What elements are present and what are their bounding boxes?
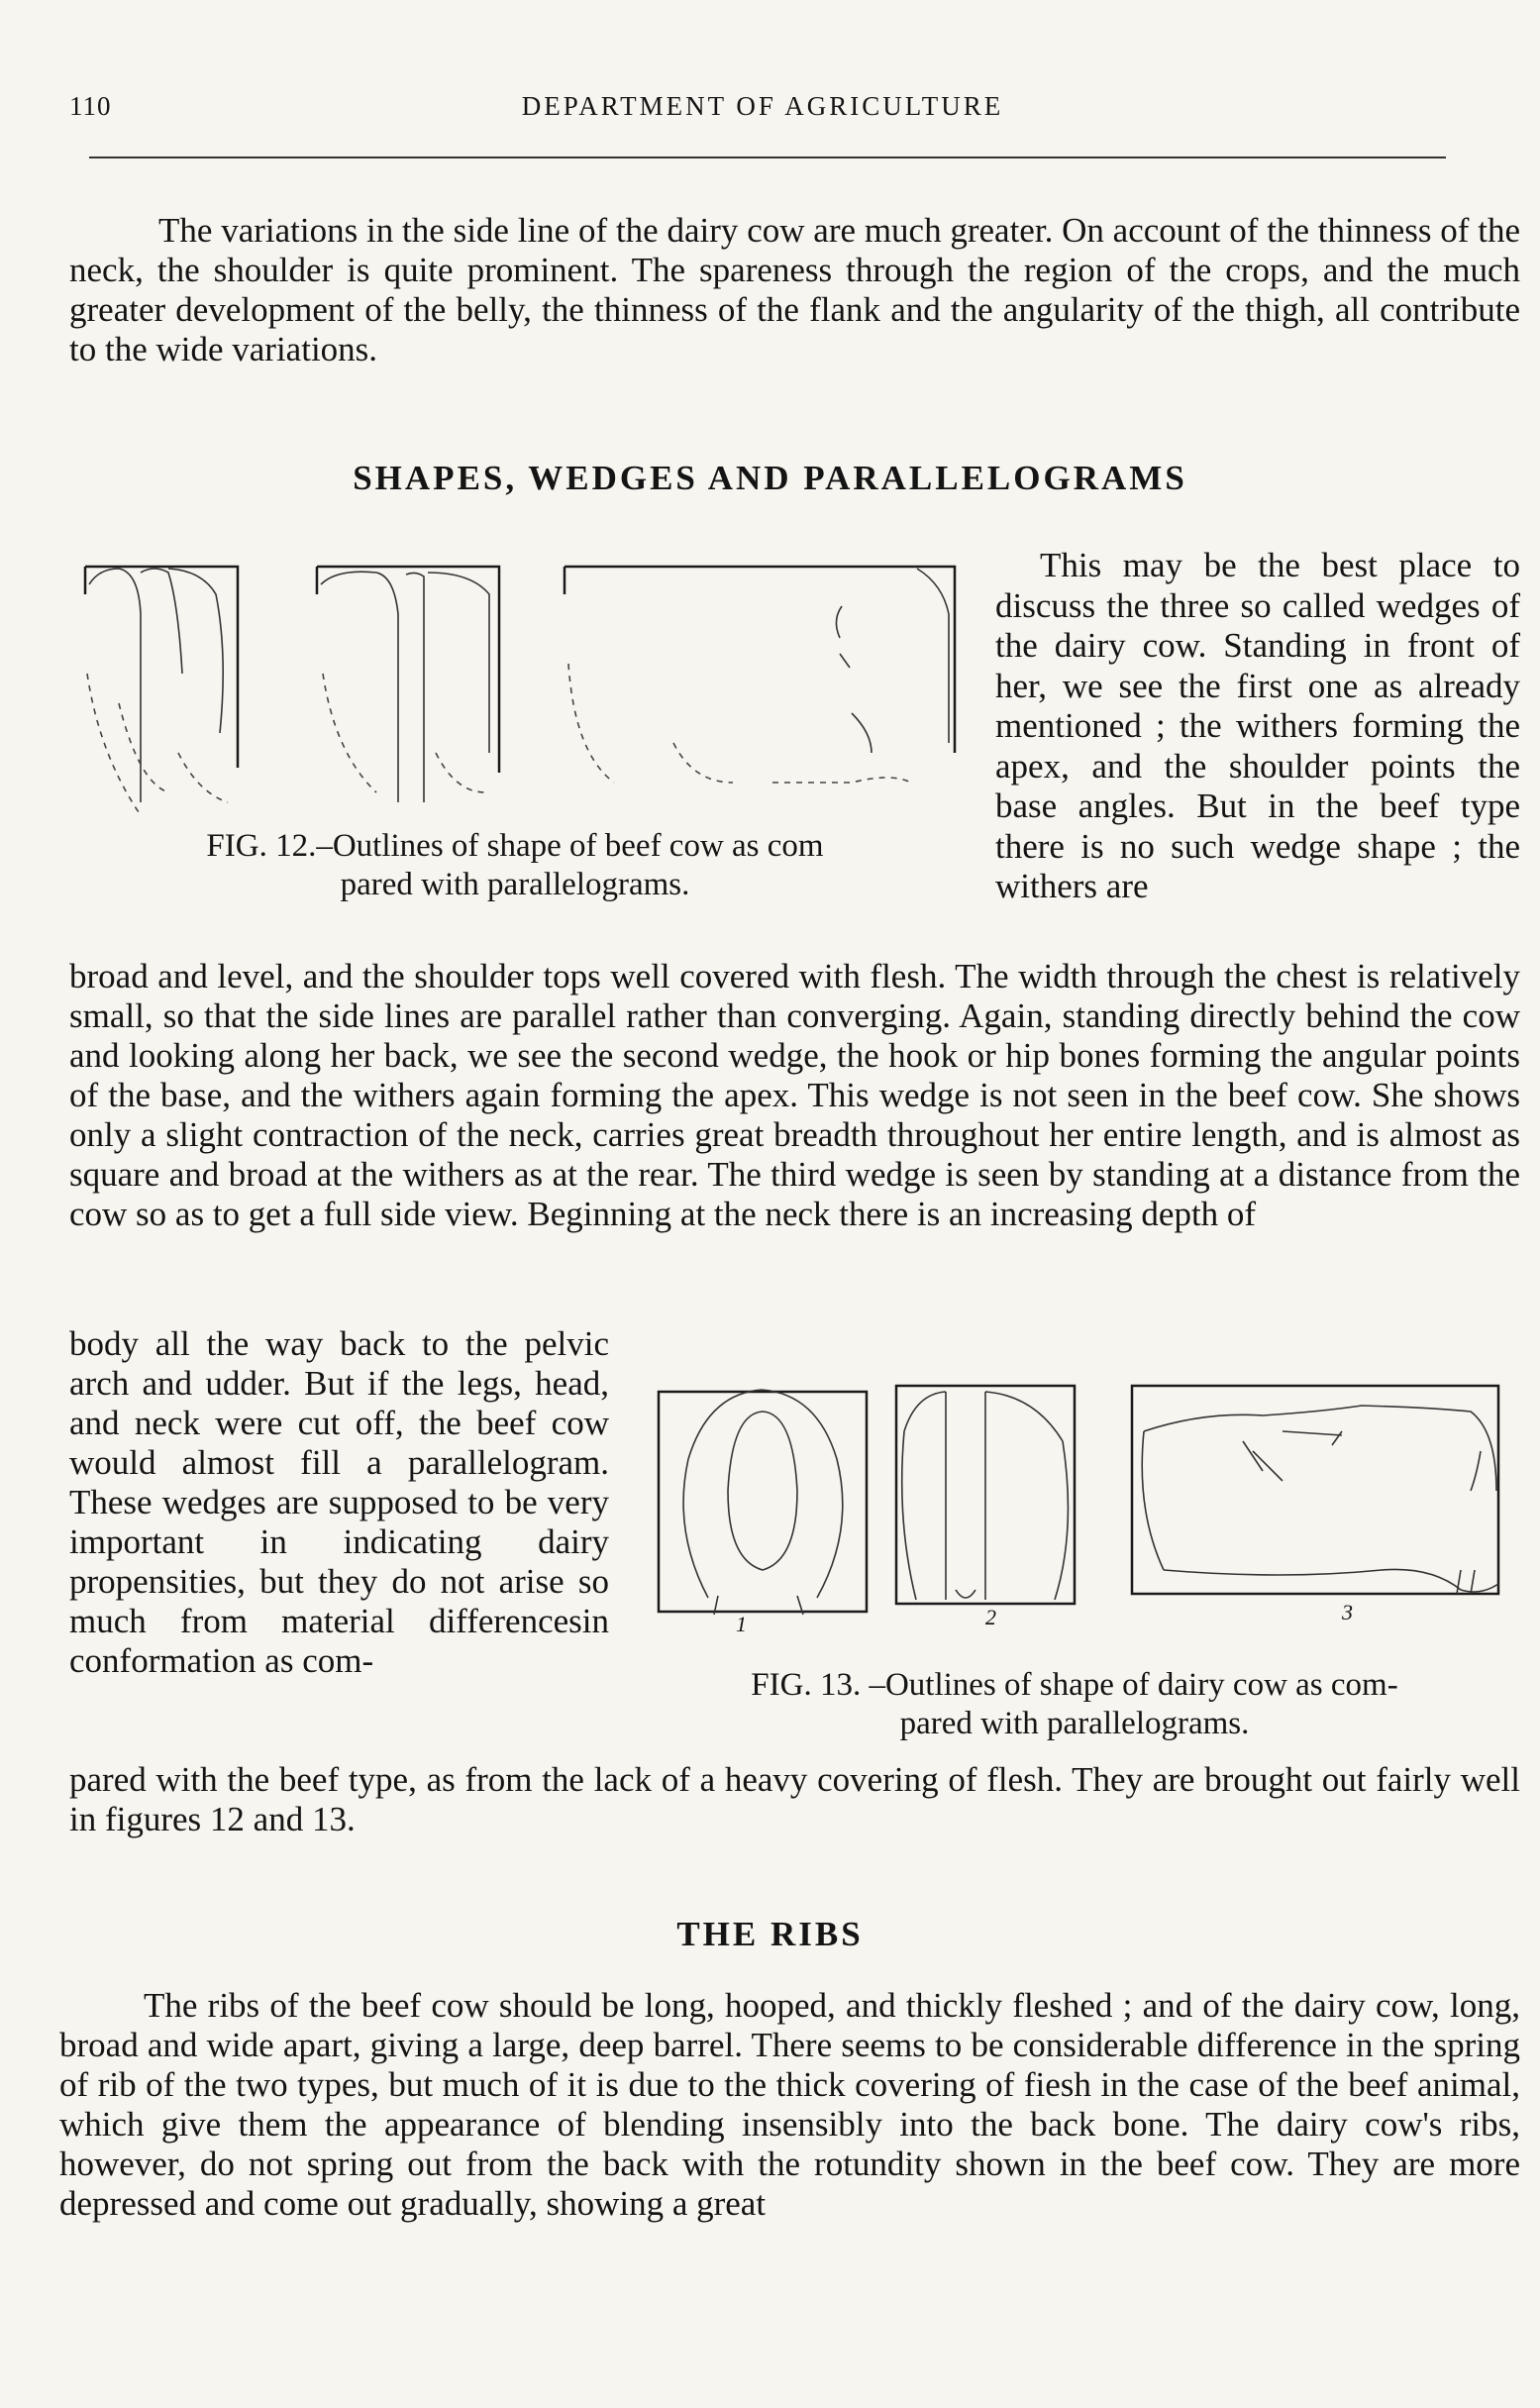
paragraph-wedges-continued: broad and level, and the shoulder tops well covered with flesh. The width through the chest is relatively small, so that the side lines are parallel rather than converging. Again, standing directly behind the cow and looking along her back, we see the second wedge, the hook or hip bones forming the angular points of the base, and the withers again forming the apex. This wedge is not seen in the beef cow. She shows only a slight contraction of the neck, carries great breadth throughout her entire length, and is almost as square and broad at the withers as at the rear. The third wedge is seen by standing at a distance from the cow so as to get a full side view. Beginning at the neck there is an increasing depth of bbox=[69, 957, 1520, 1233]
paragraph-wedges-left-column: body all the way back to the pelvic arch and udder. But if the legs, head, and neck were cut off, the beef cow would almost fill a parallelogram. These wedges are supposed to be very important in indicating dairy propensities, but they do not arise so much from material differencesin conformation as com- bbox=[69, 1324, 609, 1680]
page-header bbox=[69, 91, 1456, 131]
fig12-caption-line2: pared with parallelograms. bbox=[340, 867, 690, 902]
figure-13-caption bbox=[624, 1666, 1525, 1743]
fig12-front-view bbox=[85, 567, 238, 812]
fig13-label-1: 1 bbox=[736, 1612, 747, 1634]
fig13-label-3: 3 bbox=[1342, 1600, 1353, 1624]
header-rule bbox=[89, 157, 1446, 158]
figure-12-beef-cow-outlines bbox=[79, 555, 971, 822]
figure-12-caption bbox=[69, 827, 961, 904]
paragraph-wedges-intro: This may be the best place to discuss the three so called wedges of the dairy cow. Standing in front of her, we see the first one as already mentioned ; the withers forming the apex, and the shoulder points the base angles. But in the beef type there is no such wedge shape ; the withers are bbox=[995, 546, 1520, 905]
paragraph-ribs: The ribs of the beef cow should be long, hooped, and thickly fleshed ; and of the dairy cow, long, broad and wide apart, giving a large, deep barrel. There seems to be considerable difference in the spring of rib of the two types, but much of it is due to the thick covering of fiesh in the case of the beef animal, which give them the appearance of blending insensibly into the back bone. The dairy cow's ribs, however, do not spring out from the back with the rotundity shown in the beef cow. They are more depressed and come out gradually, showing a great bbox=[59, 1986, 1520, 2223]
fig13-side-view bbox=[1132, 1386, 1498, 1624]
page-number: 110 bbox=[69, 91, 112, 121]
fig13-rear-view bbox=[896, 1386, 1075, 1629]
section-heading-ribs: THE RIBS bbox=[676, 1915, 864, 1953]
fig12-caption-line1: FIG. 12.–Outlines of shape of beef cow as com bbox=[206, 828, 824, 864]
fig13-label-2: 2 bbox=[985, 1605, 996, 1629]
fig13-caption-line1: FIG. 13. –Outlines of shape of dairy cow as com- bbox=[751, 1667, 1398, 1703]
fig13-front-view bbox=[659, 1390, 867, 1634]
fig12-rear-view bbox=[317, 567, 499, 802]
paragraph-side-line-variations: The variations in the side line of the dairy cow are much greater. On account of the thinness of the neck, the shoulder is quite prominent. The spareness through the region of the crops, and the much greater development of the belly, the thinness of the flank and the angularity of the thigh, all contribute to the wide variations. bbox=[69, 211, 1520, 368]
figure-13-dairy-cow-outlines bbox=[649, 1372, 1520, 1634]
paragraph-wedges-conclusion: pared with the beef type, as from the lack of a heavy covering of flesh. They are brought out fairly well in figures 12 and 13. bbox=[69, 1760, 1520, 1838]
fig13-caption-line2: pared with parallelograms. bbox=[899, 1706, 1250, 1741]
section-heading-shapes: SHAPES, WEDGES AND PARALLELOGRAMS bbox=[353, 459, 1187, 497]
running-title: DEPARTMENT OF AGRICULTURE bbox=[521, 91, 1004, 121]
fig12-side-view bbox=[565, 567, 955, 783]
